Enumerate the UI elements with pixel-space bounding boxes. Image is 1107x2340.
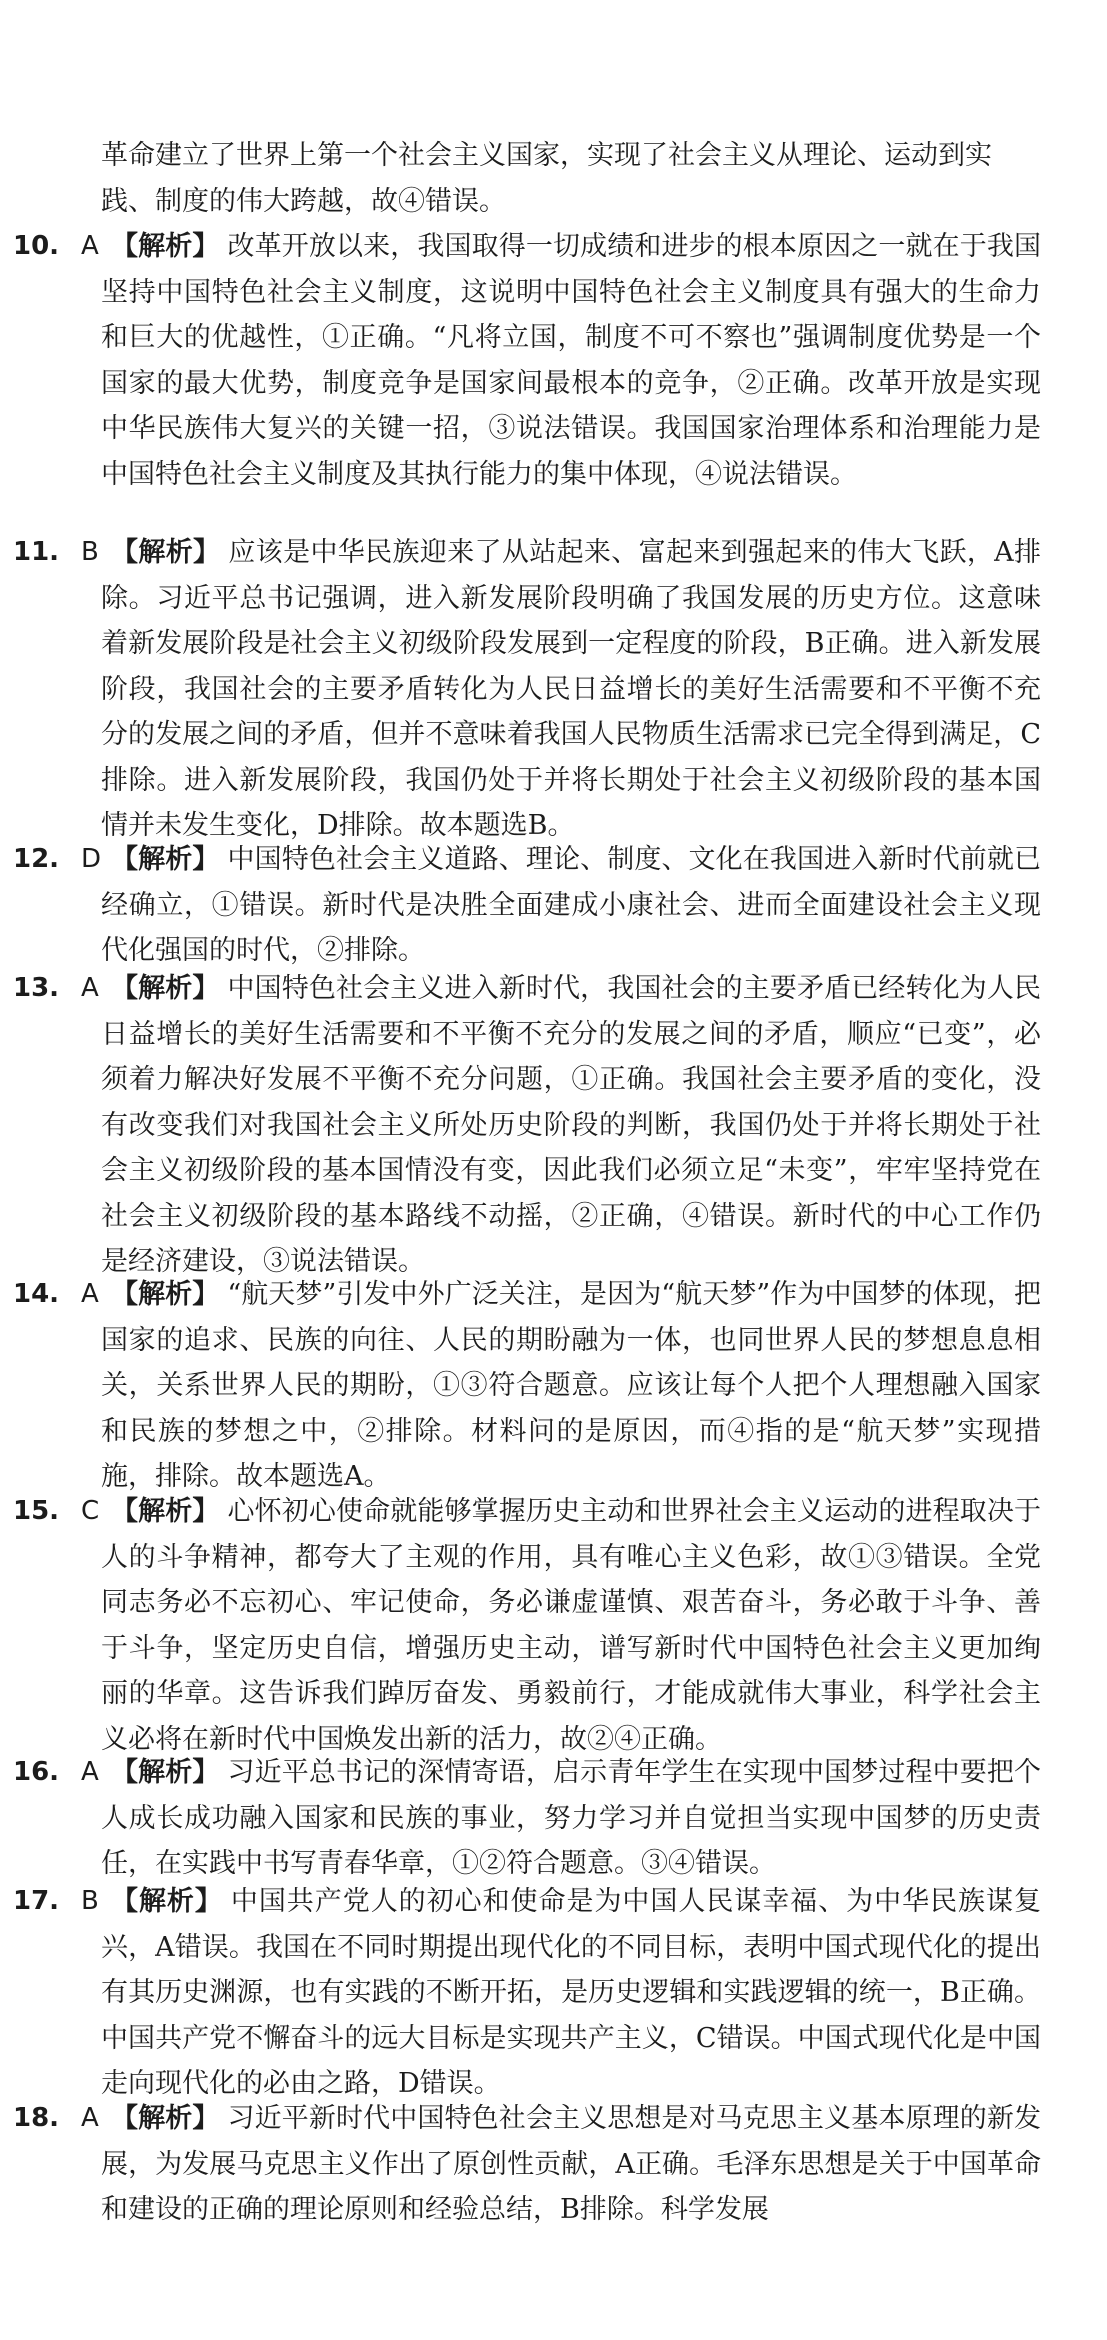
explanation bbox=[101, 2096, 1041, 2233]
answer-letter: A bbox=[81, 1757, 99, 1787]
analysis-tag: 【解析】 bbox=[111, 1496, 220, 1527]
explanation bbox=[101, 837, 1041, 974]
answer-letter: A bbox=[81, 973, 99, 1003]
analysis-tag: 【解析】 bbox=[111, 537, 221, 568]
question-number: 10. bbox=[13, 231, 60, 261]
answer-letter: A bbox=[81, 231, 99, 261]
analysis-tag: 【解析】 bbox=[111, 231, 220, 262]
question-number: 13. bbox=[13, 973, 60, 1003]
question-number: 18. bbox=[13, 2103, 60, 2133]
explanation-text: 习近平总书记的深情寄语，启示青年学生在实现中国梦过程中要把个人成长成功融入国家和民族的事业，努力学习并自觉担当实现中国梦的历史责任，在实践中书写青春华章，①②符合题意。③④错误。 bbox=[101, 1757, 1042, 1879]
analysis-tag: 【解析】 bbox=[111, 1886, 223, 1917]
answer-letter: C bbox=[81, 1496, 100, 1526]
analysis-tag: 【解析】 bbox=[111, 844, 220, 875]
explanation bbox=[101, 1272, 1041, 1500]
answer-letter: D bbox=[81, 844, 102, 874]
explanation bbox=[101, 1750, 1041, 1887]
explanation-text: 改革开放以来，我国取得一切成绩和进步的根本原因之一就在于我国坚持中国特色社会主义制度，这说明中国特色社会主义制度具有强大的生命力和巨大的优越性，①正确。“凡将立国，制度不可不察也”强调制度优势是一个国家的最大优势，制度竞争是国家间最根本的竞争，②正确。改革开放是实现中华民族伟大复兴的关键一招，③说法错误。我国国家治理体系和治理能力是中国特色社会主义制度及其执行能力的集中体现，④说法错误。 bbox=[101, 231, 1042, 490]
question-number: 12. bbox=[13, 844, 60, 874]
answer-item-16 bbox=[13, 1750, 1042, 1887]
question-number: 14. bbox=[13, 1279, 60, 1309]
answer-letter: B bbox=[81, 1886, 99, 1916]
answer-item-11 bbox=[13, 530, 1042, 849]
explanation-text: “航天梦”引发中外广泛关注，是因为“航天梦”作为中国梦的体现，把国家的追求、民族的向往、人民的期盼融为一体，也同世界人民的梦想息息相关，关系世界人民的期盼，①③符合题意。应该让每个人把个人理想融入国家和民族的梦想之中，②排除。材料问的是原因，而④指的是“航天梦”实现措施，排除。故本题选A。 bbox=[101, 1279, 1042, 1492]
explanation bbox=[101, 224, 1041, 497]
explanation bbox=[101, 530, 1041, 849]
question-number: 17. bbox=[13, 1886, 60, 1916]
answer-item-14 bbox=[13, 1272, 1042, 1500]
answer-item-13 bbox=[13, 966, 1042, 1285]
question-number: 16. bbox=[13, 1757, 60, 1787]
answer-item-17 bbox=[13, 1879, 1041, 2107]
explanation-text: 中国特色社会主义道路、理论、制度、文化在我国进入新时代前就已经确立，①错误。新时代是决胜全面建成小康社会、进而全面建设社会主义现代化强国的时代，②排除。 bbox=[101, 844, 1042, 966]
explanation bbox=[101, 966, 1041, 1285]
analysis-tag: 【解析】 bbox=[111, 973, 220, 1004]
answer-item-18 bbox=[13, 2096, 1042, 2233]
answer-item-10 bbox=[13, 224, 1042, 497]
explanation-text: 中国特色社会主义进入新时代，我国社会的主要矛盾已经转化为人民日益增长的美好生活需要和不平衡不充分的发展之间的矛盾，顺应“已变”，必须着力解决好发展不平衡不充分问题，①正确。我国社会主要矛盾的变化，没有改变我们对我国社会主义所处历史阶段的判断，我国仍处于并将长期处于社会主义初级阶段的基本国情没有变，因此我们必须立足“未变”，牢牢坚持党在社会主义初级阶段的基本路线不动摇，②正确，④错误。新时代的中心工作仍是经济建设，③说法错误。 bbox=[101, 973, 1042, 1277]
explanation bbox=[101, 1879, 1041, 2107]
answer-letter: A bbox=[81, 1279, 99, 1309]
analysis-tag: 【解析】 bbox=[111, 1279, 220, 1310]
question-number: 11. bbox=[13, 537, 60, 567]
explanation bbox=[101, 1489, 1041, 1762]
answer-letter: A bbox=[81, 2103, 99, 2133]
explanation-text: 心怀初心使命就能够掌握历史主动和世界社会主义运动的进程取决于人的斗争精神，都夸大了主观的作用，具有唯心主义色彩，故①③错误。全党同志务必不忘初心、牢记使命，务必谦虚谨慎、艰苦奋斗，务必敢于斗争、善于斗争，坚定历史自信，增强历史主动，谱写新时代中国特色社会主义更加绚丽的华章。这告诉我们踔厉奋发、勇毅前行，才能成就伟大事业，科学社会主义必将在新时代中国焕发出新的活力，故②④正确。 bbox=[101, 1496, 1042, 1755]
analysis-tag: 【解析】 bbox=[111, 1757, 220, 1788]
answer-item-15 bbox=[13, 1489, 1042, 1762]
continuation-paragraph: 革命建立了世界上第一个社会主义国家，实现了社会主义从理论、运动到实践、制度的伟大跨越，故④错误。 bbox=[101, 140, 992, 217]
answer-item-12 bbox=[13, 837, 1042, 974]
question-number: 15. bbox=[13, 1496, 60, 1526]
analysis-tag: 【解析】 bbox=[111, 2103, 220, 2134]
explanation-text: 习近平新时代中国特色社会主义思想是对马克思主义基本原理的新发展，为发展马克思主义作出了原创性贡献，A正确。毛泽东思想是关于中国革命和建设的正确的理论原则和经验总结，B排除。科学发展 bbox=[101, 2103, 1042, 2225]
explanation-text: 应该是中华民族迎来了从站起来、富起来到强起来的伟大飞跃，A排除。习近平总书记强调，进入新发展阶段明确了我国发展的历史方位。这意味着新发展阶段是社会主义初级阶段发展到一定程度的阶段，B正确。进入新发展阶段，我国社会的主要矛盾转化为人民日益增长的美好生活需要和不平衡不充分的发展之间的矛盾，但并不意味着我国人民物质生活需求已完全得到满足，C排除。进入新发展阶段，我国仍处于并将长期处于社会主义初级阶段的基本国情并未发生变化，D排除。故本题选B。 bbox=[101, 537, 1042, 841]
answer-letter: B bbox=[81, 537, 99, 567]
explanation-text: 中国共产党人的初心和使命是为中国人民谋幸福、为中华民族谋复兴，A错误。我国在不同时期提出现代化的不同目标，表明中国式现代化的提出有其历史渊源，也有实践的不断开拓，是历史逻辑和实践逻辑的统一，B正确。中国共产党不懈奋斗的远大目标是实现共产主义，C错误。中国式现代化是中国走向现代化的必由之路，D错误。 bbox=[101, 1886, 1041, 2099]
